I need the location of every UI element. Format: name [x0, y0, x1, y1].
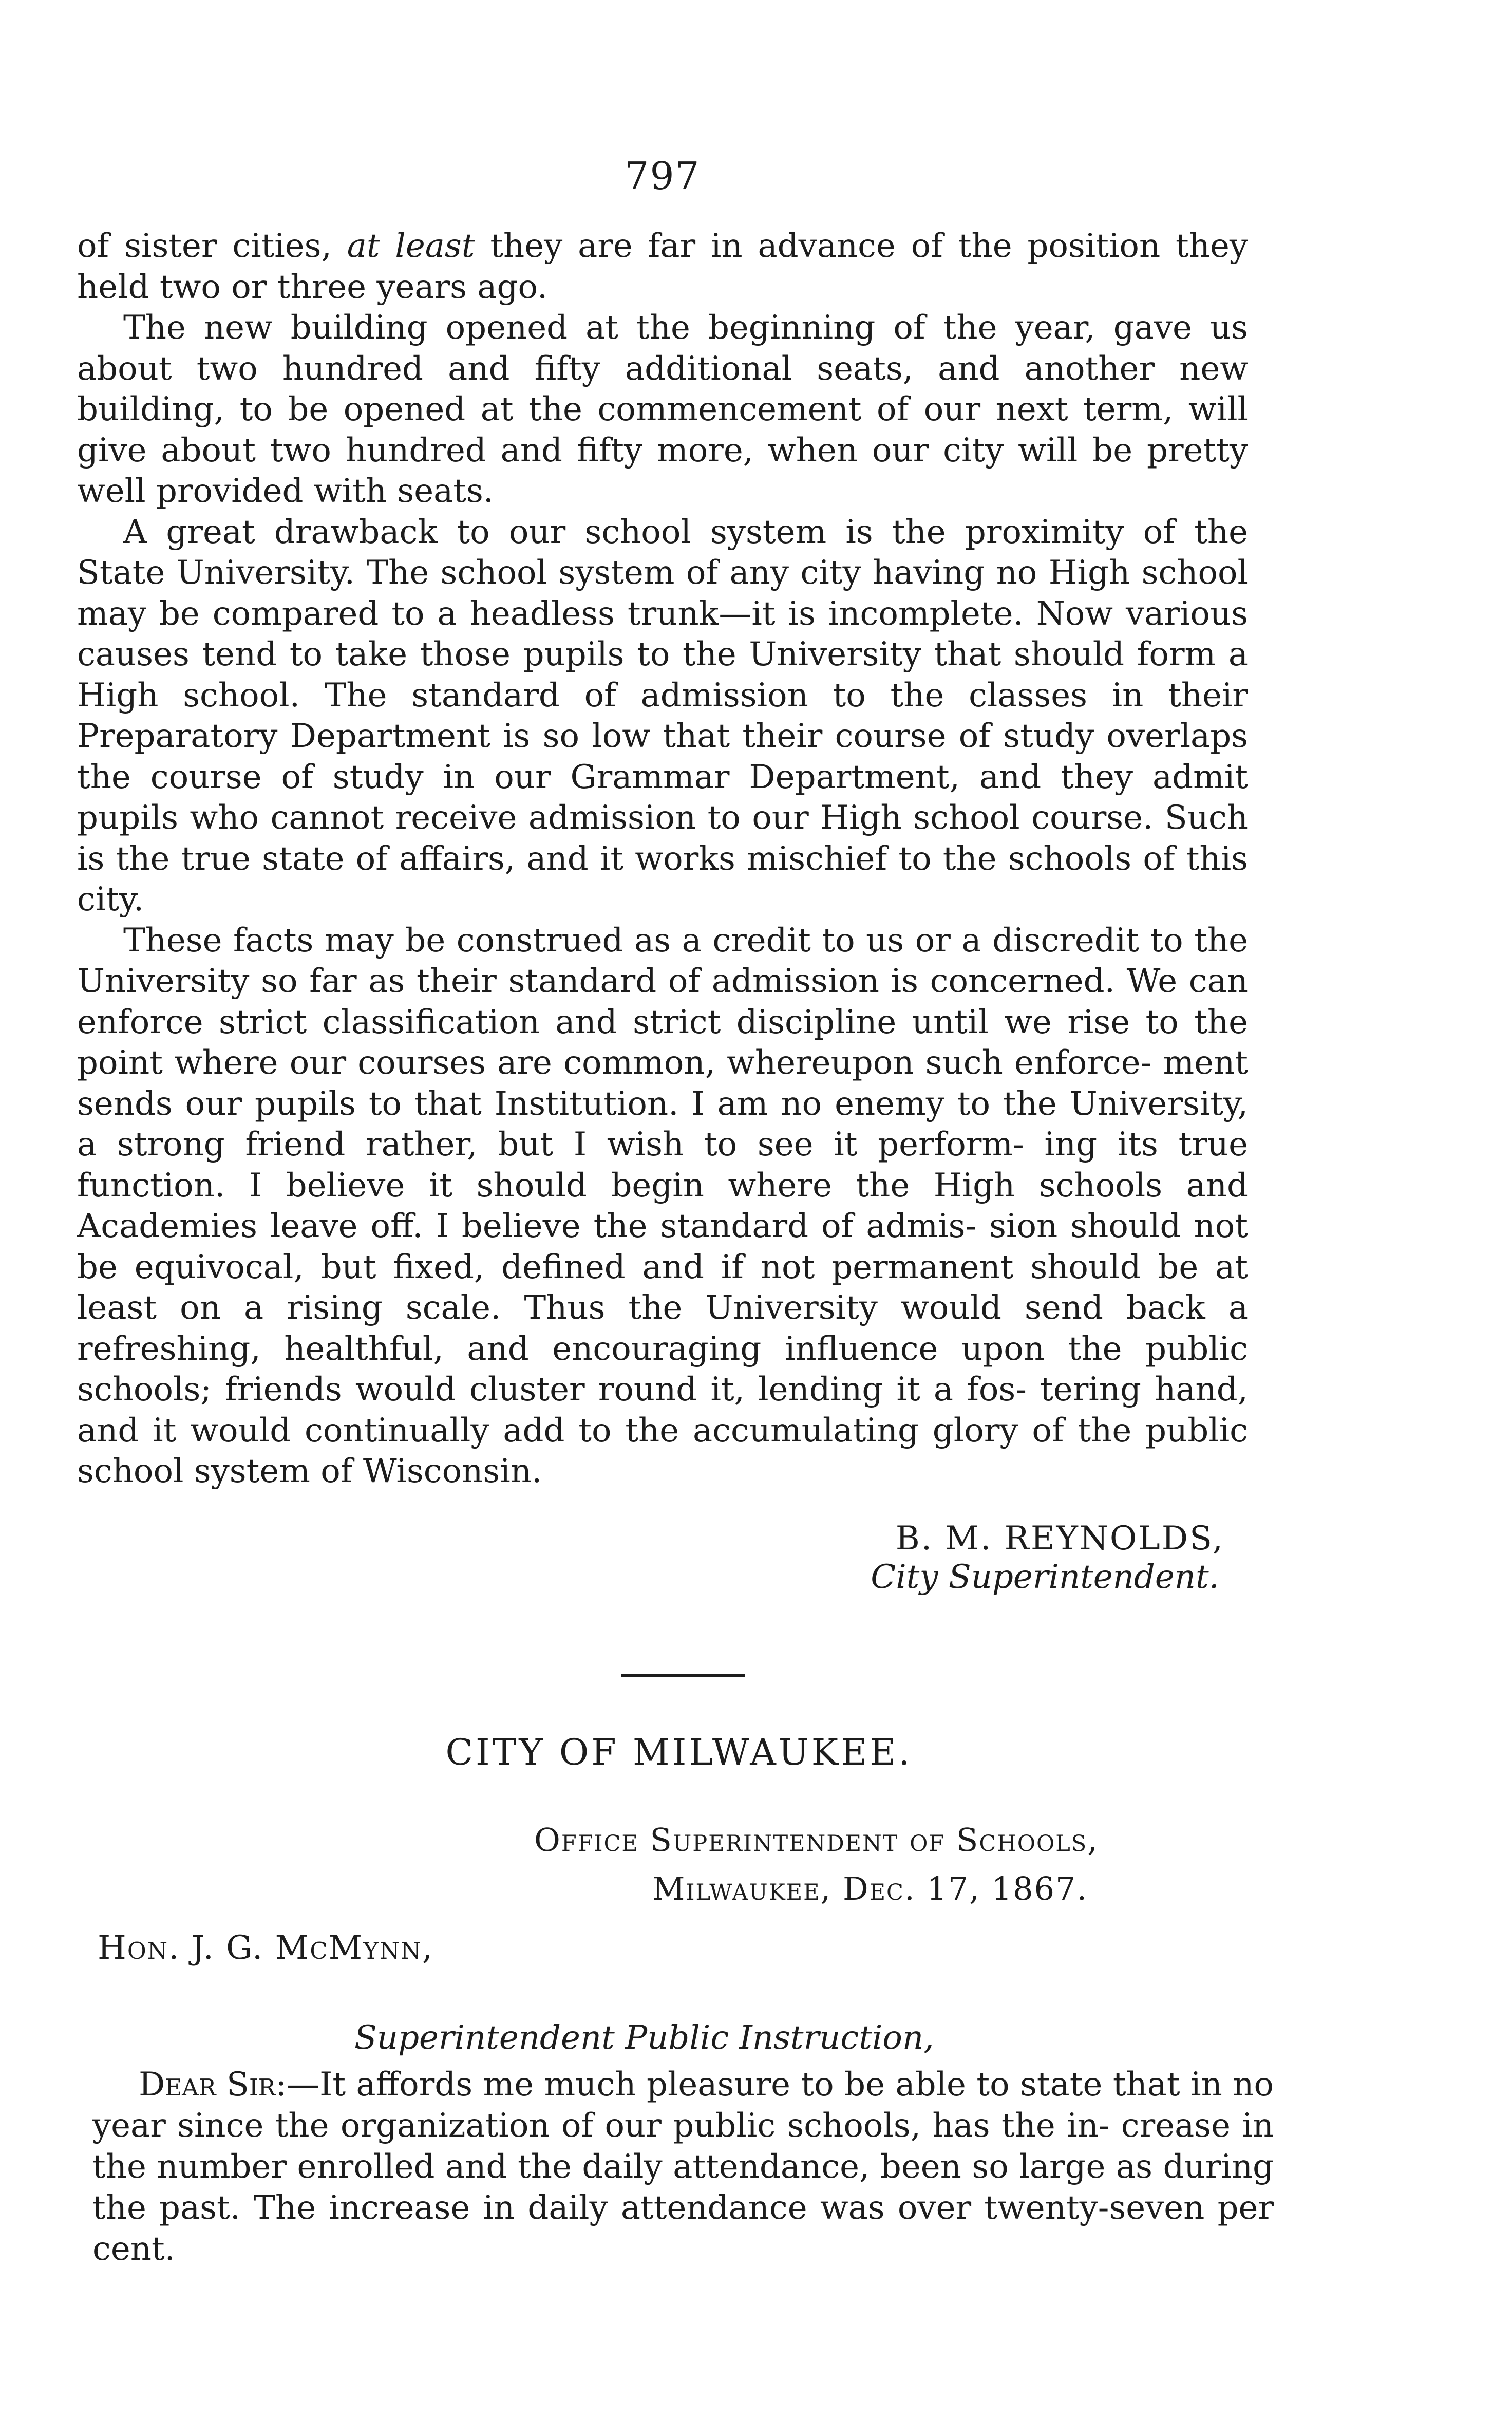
paragraph-line: [77, 227, 1248, 265]
paragraph-line: over twenty-seven per cent.: [92, 2189, 1274, 2268]
paragraph-line: send back a refreshing, healthful, and encouraging influence upon: [77, 1289, 1249, 1368]
paragraph-line: State University. The school system of any city having no High: [77, 554, 1130, 592]
paragraph-line: overlaps the course of study in our Grammar Department, and they: [77, 717, 1249, 796]
paragraph-line: These facts may be construed as a credit to us or a discredit to: [123, 921, 1183, 960]
paragraph-line: about two hundred and fifty additional seats, and another new: [77, 349, 1248, 388]
paragraph-line: ing its true function. I believe it should begin where the High: [77, 1126, 1249, 1205]
paragraph-2: [77, 308, 1248, 512]
paragraph-line: school may be compared to a headless trunk—it is incomplete. Now: [77, 554, 1249, 633]
paragraph-line: large as during the past. The increase in daily attendance was: [92, 2148, 1274, 2227]
emphasis-text: at least: [347, 227, 475, 265]
addressee-name: [98, 1929, 433, 1967]
paragraph-4: [77, 921, 1248, 1492]
paragraph-line: in no year since the organization of our public schools, has the in-: [92, 2066, 1274, 2145]
paragraph-line: ment sends our pupils to that Institution. I am no enemy to the: [77, 1044, 1249, 1123]
paragraph-line: :—It affords me much pleasure to be able to state that: [275, 2066, 1180, 2104]
paragraph-line: the University so far as their standard of admission is concerned.: [77, 921, 1249, 1000]
paragraph-3: [77, 512, 1248, 921]
paragraph-line: crease in the number enrolled and the daily attendance, been so: [92, 2107, 1274, 2186]
paragraph-line: the public schools; friends would cluster round it, lending it a fos-: [77, 1329, 1249, 1409]
paragraph-line: of the public school system of Wisconsin.: [77, 1411, 1249, 1490]
paragraph-line: to the point where our courses are common, whereupon such enforce-: [77, 1003, 1248, 1082]
paragraph-line: We can enforce strict classification and strict discipline until we rise: [77, 962, 1248, 1041]
paragraph-line: Such is the true state of affairs, and it works mischief to the schools: [77, 799, 1249, 878]
paragraph-line: University, a strong friend rather, but I wish to see it perform-: [77, 1084, 1249, 1164]
paragraph-1: [77, 226, 1248, 308]
paragraph-line: various causes tend to take those pupils to the University that: [77, 594, 1249, 673]
paragraph-line: held two or three years ago.: [77, 268, 548, 306]
page-number: 797: [625, 154, 701, 198]
paragraph-line: The new building opened at the beginning of the year, gave us: [123, 309, 1248, 347]
paragraph-line: of this city.: [77, 839, 1249, 919]
addressee-name-text: Hon. J. G. McMynn,: [98, 1929, 433, 1967]
salutation: Dear Sir: [139, 2066, 276, 2104]
addressee-title: Superintendent Public Instruction,: [354, 2019, 934, 2057]
section-divider: [621, 1674, 745, 1677]
paragraph-line: give about two hundred and fifty more, when our city will be pretty: [77, 431, 1248, 470]
paragraph-line: A great drawback to our school system is the proximity of the: [123, 513, 1248, 551]
line-text: of sister cities,: [77, 227, 347, 265]
line-text: they are far in advance of the position they: [475, 227, 1249, 265]
signature-title: City Superintendent.: [871, 1558, 1219, 1596]
report-body: [77, 226, 1248, 1492]
paragraph-line: sion should not be equivocal, but fixed, defined and if not permanent: [77, 1207, 1249, 1286]
paragraph-line: in their Preparatory Department is so low that their course of study: [77, 676, 1249, 755]
letter-body: [92, 2064, 1274, 2270]
paragraph-line: schools and Academies leave off. I believe the standard of admis-: [77, 1166, 1249, 1245]
paragraph-line: well provided with seats.: [77, 472, 494, 510]
section-title: CITY OF MILWAUKEE.: [445, 1731, 913, 1773]
signature-name: B. M. REYNOLDS,: [895, 1520, 1224, 1558]
paragraph-line: should form a High school. The standard of admission to the classes: [77, 635, 1248, 715]
paragraph-line: building, to be opened at the commencement of our next term, will: [77, 390, 1248, 428]
office-place-date-text: Milwaukee, Dec. 17, 1867.: [652, 1870, 1088, 1907]
office-place-date: [652, 1870, 1088, 1907]
paragraph-line: admit pupils who cannot receive admission to our High school course.: [77, 758, 1249, 837]
paragraph-line: tering hand, and it would continually add to the accumulating glory: [77, 1371, 1249, 1450]
letter-paragraph: [92, 2064, 1274, 2270]
paragraph-line: should be at least on a rising scale. Thus the University would: [77, 1248, 1249, 1327]
office-heading: Office Superintendent of Schools,: [534, 1821, 1099, 1859]
